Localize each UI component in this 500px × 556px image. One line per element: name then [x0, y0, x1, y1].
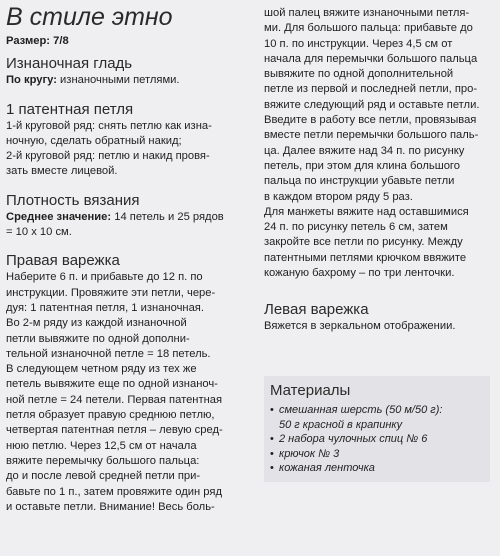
text-line: вывяжите по одной дополнительной — [264, 68, 454, 81]
text-line: до и после левой средней петли при- — [6, 470, 201, 483]
text-line: в каждом втором ряду 5 раз. — [264, 190, 413, 203]
text-line: вяжите перемычку большого пальца: — [6, 454, 200, 467]
text-line: и оставьте петли. Внимание! Весь боль- — [6, 500, 215, 513]
section-heading-right-mitten: Правая варежка — [6, 252, 120, 270]
reverse-stitch-text: По кругу: изнаночными петлями. — [6, 74, 180, 87]
text-line: ми. Для большого пальца: прибавьте до — [264, 22, 473, 35]
materials-box — [264, 376, 490, 482]
text-line: шой палец вяжите изнаночными петля- — [264, 7, 470, 19]
section-heading-rib: 1 патентная петля — [6, 100, 134, 118]
text-line: начала для перемычки большого пальца — [264, 52, 478, 65]
text-line: 10 п. по инструкции. Через 4,5 см от — [264, 37, 453, 50]
rib-line: 2-й круговой ряд: петлю и накид провя- — [6, 150, 210, 163]
rib-line: 1-й круговой ряд: снять петлю как изна- — [6, 119, 212, 132]
gauge-text-2: = 10 х 10 см. — [6, 226, 72, 239]
list-item: 50 г красной в крапинку — [279, 418, 403, 431]
left-mitten-text: Вяжется в зеркальном отображении. — [264, 320, 456, 333]
text-line: петля образует правую среднюю петлю, — [6, 409, 215, 422]
text-line: кожаную бахрому – по три ленточки. — [264, 267, 455, 280]
section-heading-materials: Материалы — [270, 382, 351, 399]
section-heading-gauge: Плотность вязания — [6, 191, 140, 209]
left-column — [6, 0, 244, 515]
right-mitten-text — [6, 270, 244, 515]
rib-line: ночную, сделать обратный накид; — [6, 134, 182, 147]
text-line: нюю петлю. Через 12,5 см от начала — [6, 439, 197, 452]
text-line: 24 п. по рисунку петель 6 см, затем — [264, 221, 448, 234]
text-line: пальца по инструкции убавьте петли — [264, 175, 455, 188]
text-line: четвертая патентная петля – левую сред- — [6, 424, 223, 437]
text-line: В следующем четном ряду из тех же — [6, 363, 197, 376]
text-line: дуя: 1 патентная петля, 1 изнаночная. — [6, 301, 204, 314]
size-label: Размер: 7/8 — [6, 35, 69, 47]
text-line: Для манжеты вяжите над оставшимися — [264, 205, 469, 218]
text-line: вяжите следующий ряд и оставьте петли. — [264, 98, 480, 111]
text-line: Наберите 6 п. и прибавьте до 12 п. по — [6, 271, 203, 284]
text-line: петли вывяжите по одной дополни- — [6, 332, 190, 345]
text-line: бавьте по 1 п., затем провяжите один ряд — [6, 485, 222, 498]
text-line: ной петле = 24 петели. Первая патентная — [6, 393, 223, 406]
gauge-text: Среднее значение: 14 петель и 25 рядов — [6, 210, 224, 223]
text-line: петель вывяжите еще по одной изнаноч- — [6, 378, 218, 391]
text-line: закройте все петли по рисунку. Между — [264, 236, 463, 249]
list-item: • кожаная ленточка — [270, 461, 484, 476]
text-line: патентными петлями крючком ввяжите — [264, 251, 467, 264]
text-line: инструкции. Провяжите эти петли, чере- — [6, 286, 216, 299]
text-line: ца. Далее вяжите над 34 п. по рисунку — [264, 144, 465, 157]
text-line: тельной изнаночной петле = 18 петель. — [6, 347, 211, 360]
list-item: • смешанная шерсть (50 м/50 г): — [270, 403, 484, 418]
section-heading-left-mitten: Левая варежка — [264, 301, 369, 319]
right-column — [264, 0, 496, 335]
text-line: Во 2-м ряду из каждой изнаночной — [6, 317, 187, 330]
list-item: • 2 набора чулочных спиц № 6 — [270, 432, 484, 447]
page-title: В стиле этно — [6, 3, 173, 31]
list-item: • крючок № 3 — [270, 447, 484, 462]
materials-list — [270, 403, 484, 476]
section-heading-reverse-stitch: Изнаночная гладь — [6, 55, 133, 73]
text-line: петле из первой и последней петли, про- — [264, 83, 478, 96]
rib-line: зать вместе лицевой. — [6, 165, 118, 178]
text-line: петель, при этом для клина большого — [264, 159, 460, 172]
text-line: Введите в работу все петли, провязывая — [264, 114, 477, 127]
text-line: вместе петли перемычки большого паль- — [264, 129, 479, 142]
